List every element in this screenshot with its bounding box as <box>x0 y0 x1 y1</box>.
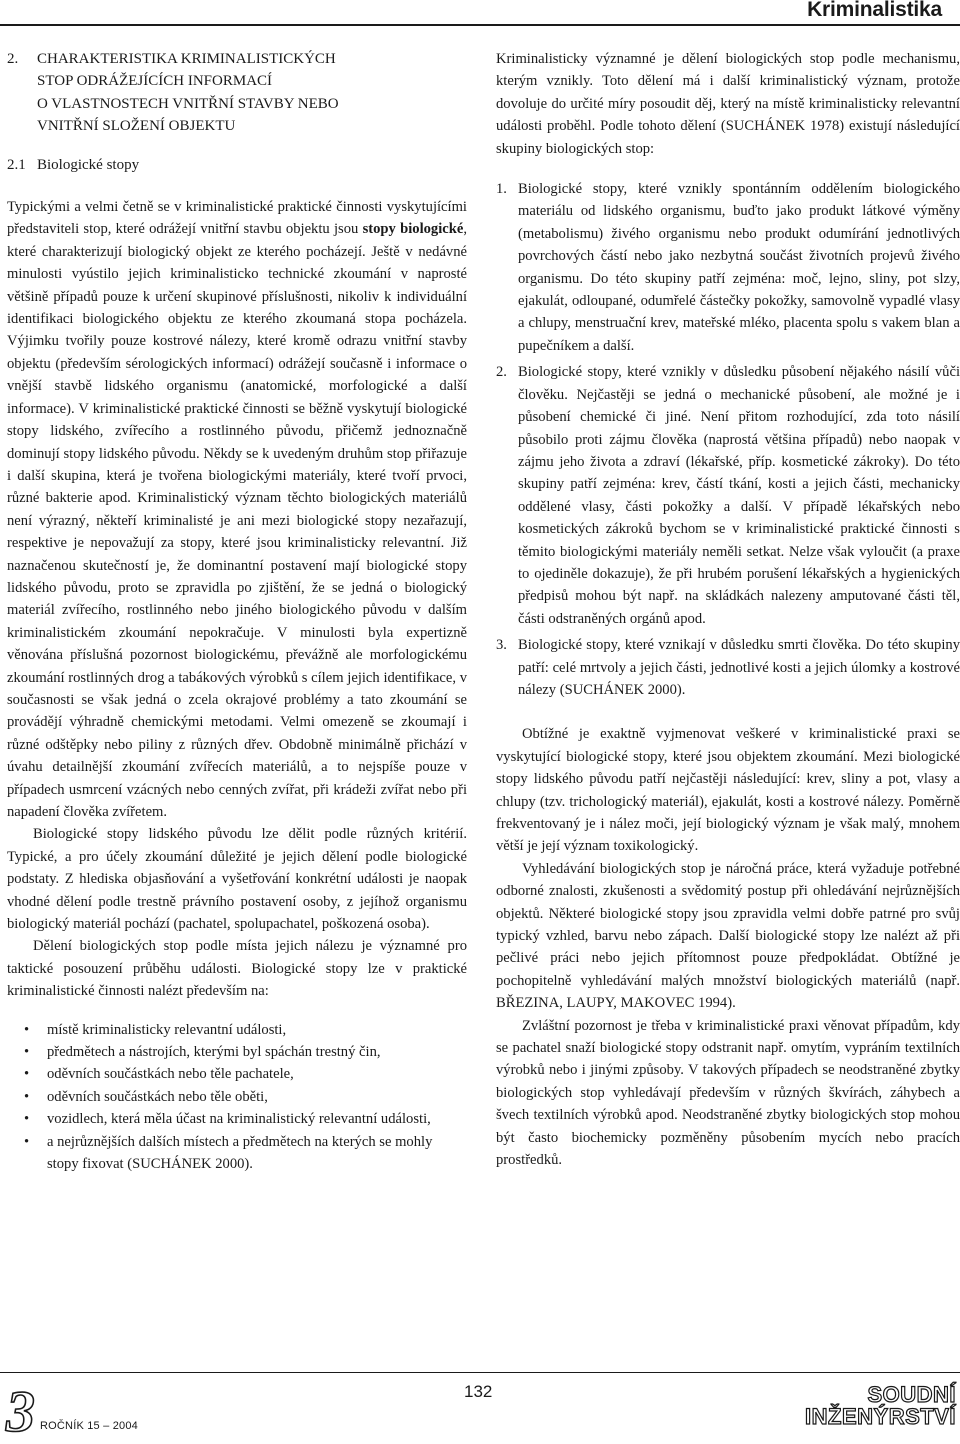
bullet-icon: • <box>24 1021 30 1038</box>
left-body <box>7 196 467 1175</box>
mechanism-list <box>496 178 960 701</box>
page-footer <box>0 1372 960 1444</box>
spacer <box>496 705 960 723</box>
journal-logo-numeral: 3 <box>6 1379 35 1444</box>
journal-title: Kriminalistika <box>807 0 942 21</box>
list-item <box>7 1019 467 1041</box>
list-item <box>7 1086 467 1108</box>
list-item <box>7 1063 467 1085</box>
list-item-text: vozidlech, která měla účast na kriminalistický relevantní události, <box>47 1111 431 1128</box>
list-item-text: místě kriminalisticky relevantní události, <box>47 1021 287 1038</box>
brand-line: SOUDNÍ <box>867 1382 956 1407</box>
item-text: Biologické stopy, které vznikly spontánním oddělením biologického materiálu od lidského organismu, buďto jako produkt látkové výměny (metabolismu) živého organismu nebo produkt odumírání jednotlivých povrchových částí nebo jako nezbytná součást životních projevů živého organismu. Do této skupiny patří zejména: moč, lejno, sliny, pot slzy, ejakulát, odloupané, odumřelé částečky pokožky, samovolně vypadlé vlasy a chlupy, menstruační krev, mateřské mléko, placenta spolu s vakem blan a pupečníkem a další. <box>518 181 960 354</box>
bold-term: stopy biologické <box>362 221 464 238</box>
section-title <box>37 48 339 138</box>
list-item <box>7 1041 467 1063</box>
journal-brand-logo <box>805 1384 956 1428</box>
section-title-line: CHARAKTERISTIKA KRIMINALISTICKÝCH <box>37 51 336 67</box>
page-header <box>0 0 960 30</box>
paragraph-intro <box>7 196 467 823</box>
list-item <box>7 1108 467 1130</box>
numbered-item <box>496 361 960 630</box>
subsection-heading <box>7 154 467 176</box>
subsection-number: 2.1 <box>7 156 26 173</box>
item-number: 1. <box>496 181 507 198</box>
section-title-line: STOP ODRÁŽEJÍCÍCH INFORMACÍ <box>37 73 273 90</box>
list-item-text: oděvních součástkách nebo těle pachatele, <box>47 1066 294 1083</box>
list-item-text: předmětech a nástrojích, kterými byl spáchán trestný čin, <box>47 1044 381 1061</box>
paragraph-search: Vyhledávání biologických stop je náročná práce, která vyžaduje potřebné odborné znalosti, zkušenosti a svědomitý postup při ohledávání nejrůznějších objektů. Některé biologické stopy jsou zpravidla velmi dobře patrné pro svůj typický vzhled, barvu nebo zápach. Další biologické stopy lze nalézt až při pečlivé práci nebo jejich přítomnost pouze předpokládat. Obtížné je pochopitelně vyhledávání malých množství biologických materiálů (např. BŘEZINA, LAUPY, MAKOVEC 1994). <box>496 860 960 1012</box>
list-item-text: oděvních součástkách nebo těle oběti, <box>47 1088 268 1105</box>
subsection-title: Biologické stopy <box>37 156 140 173</box>
footer-rule <box>0 1372 960 1373</box>
bullet-icon: • <box>24 1066 30 1083</box>
paragraph-enumeration: Obtížné je exaktně vyjmenovat veškeré v kriminalistické praxi se vyskytující biologické stopy, které jsou objektem zkoumání. Mezi biologické stopy lidského původu patří nejčastěji následující: krev, sliny a pot, vlasy a chlupy (tzv. trichologický materiál), ejakulát, kosti a kostrové nálezy. Poměrně frekventovaný je i nález moči, její biologický význam je však malý, mnohem větší je její význam toxikologický. <box>496 726 960 855</box>
section-title-line: VNITŘNÍ SLOŽENÍ OBJEKTU <box>37 118 236 135</box>
bullet-icon: • <box>24 1133 30 1150</box>
item-number: 2. <box>496 364 507 381</box>
paragraph-text: Typickými a velmi četně se v kriminalistické praktické činnosti vyskytujícími představiteli stop, které odrážejí vnitřní stavbu objektu jsou <box>7 199 467 238</box>
list-item-text: a nejrůznějších dalších místech a předmětech na kterých se mohly stopy fixovat (SUCHÁNEK 2000). <box>47 1133 433 1173</box>
page-number: 132 <box>464 1382 493 1401</box>
location-list <box>7 1019 467 1176</box>
section-heading <box>7 48 467 138</box>
section-number: 2. <box>7 51 19 67</box>
right-column <box>496 48 960 1172</box>
item-number: 3. <box>496 637 507 654</box>
numbered-item <box>496 634 960 701</box>
brand-line: INŽENÝRSTVÍ <box>805 1404 956 1429</box>
paragraph-text: , které charakterizují biologický objekt ze kterého pocházejí. Ještě v nedávné minulosti vyústilo jejich kriminalisticko technické zkoumání v naprosté většině případů pouze k určení skupinové příslušnosti, nikoliv k individuální identifikaci biologického objektu ze kterého zkoumaná stopa pocházela. Výjimku tvořily pouze kostrové nálezy, které kromě odrazu vnitřní stavby objektu (především sérologických informací) odrážejí současně i informace o vnější stavbě lidského organismu (anatomické, morfologické a další informace). V kriminalistické praktické činnosti se běžně vyskytují biologické stopy lidského, zvířecího a rostlinného původu, přičemž jednoznačně dominují stopy lidského původu. Někdy se k uvedeným druhům stop přiřazuje i další skupina, která je tvořena biologickými materiály, které tvoří prvoci, různé bakterie apod. Kriminalistický význam těchto biologických materiálů není výrazný, někteří kriminalisté je ani mezi biologické stopy nezařazují, respektive je nepovažují za stopy, které jsou kriminalisticky relevantní. Již naznačenou skutečností je, že dominantní postavení mají biologické stopy lidského původu, proto se zpravidla po zjištění, že se jedná o biologický materiál zvířecího, rostlinného nebo jiného biologického původu v dalším kriminalistickém zkoumání nepokračuje. V minulosti byla expertizně věnována příslušná pozornost biologickému, převážně ale morfologickému zkoumání rostlinných drog a tabákových výrobků s cílem jejich identifikace, v současnosti se však jedná o zcela okrajové problémy a tato zkoumání se provádějí výhradně chemickými metodami. Velmi omezeně se zkoumají i různé odštěpky nebo piliny z různých dřev. Obdobně minimálně přichází v úvahu detailnější zkoumání zvířecích materiálů, a to nejspíše pouze v případech usmrcení vzácných nebo cenných zvířat, při krádeži zvířat nebo při napadení člověka zvířetem. <box>7 221 467 820</box>
item-text: Biologické stopy, které vznikly v důsledku působení nějakého násilí vůči člověku. Nejčastěji se jedná o mechanické působení, ale možné je i působení chemické či jiné. Není přitom rozhodující, zda toto násilí působilo proti zájmu člověka (naprostá většina případů) nebo naopak v zájmu jeho života a zdraví (lékařské, příp. kosmetické zákroky). Do této skupiny patří zejména: krev, částí tkání, kosti a jejich části, mechanicky oddělené vlasy, části pokožky a další. V případě lékařských nebo kosmetických zákroků bychom se v kriminalistické praktické činnosti s těmito biologickými materiály neměli setkat. Nelze však vyloučit (a praxe to ojediněle dokazuje), že při hrubém porušení lékařských a hygienických předpisů mohou být např. na skládkách nalezeny amputované části těl, části odstraněných orgánů apod. <box>518 364 960 627</box>
paragraph-classification: Biologické stopy lidského původu lze dělit podle různých kritérií. Typické, a pro účely zkoumání důležité je jejich dělení podle biologické podstaty. Z hlediska objasňování a vyšetřování konkrétní události je naopak vhodné dělení podle trestně právního postavení osoby, z jejíhož organismu biologický materiál pochází (pachatel, spolupachatel, poškozená osoba). <box>7 826 467 933</box>
numbered-item <box>496 178 960 357</box>
paragraph-mechanism: Kriminalisticky významné je dělení biologických stop podle mechanismu, kterým vznikly. Toto dělení má i další kriminalistický význam, protože dovoluje do určité míry posoudit děj, který na místě kriminalisticky relevantní události proběhl. Podle tohoto dělení (SUCHÁNEK 1978) existují následující skupiny biologických stop: <box>496 51 960 157</box>
paragraph-removal: Zvláštní pozornost je třeba v kriminalistické praxi věnovat případům, kdy se pachatel snaží biologické stopy odstranit např. omytím, vypráním textilních výrobků nebo i jinými způsoby. V takových případech se neodstraněné zbytky biologických stop vyhledávají především v různých škvírách, záhybech a švech textilních výrobků apod. Neodstraněné zbytky biologických stop mohou být často biochemicky pozměněny působením mycích nebo pracích prostředků. <box>496 1017 960 1169</box>
bullet-icon: • <box>24 1088 30 1105</box>
bullet-icon: • <box>24 1044 30 1061</box>
volume-label: ROČNÍK 15 – 2004 <box>40 1420 138 1432</box>
left-column <box>7 48 467 1176</box>
list-item <box>7 1131 467 1176</box>
item-text: Biologické stopy, které vznikají v důsledku smrti člověka. Do této skupiny patří: celé mrtvoly a jejich části, jednotlivé kosti a jejich úlomky a kostrové nálezy (SUCHÁNEK 2000). <box>518 637 960 698</box>
section-title-line: O VLASTNOSTECH VNITŘNÍ STAVBY NEBO <box>37 95 339 112</box>
bullet-icon: • <box>24 1111 30 1128</box>
paragraph-location: Dělení biologických stop podle místa jejich nálezu je významné pro taktické posouzení průběhu události. Biologické stopy lze v praktické kriminalistické činnosti nalézt především na: <box>7 938 467 1000</box>
header-rule <box>0 24 960 26</box>
